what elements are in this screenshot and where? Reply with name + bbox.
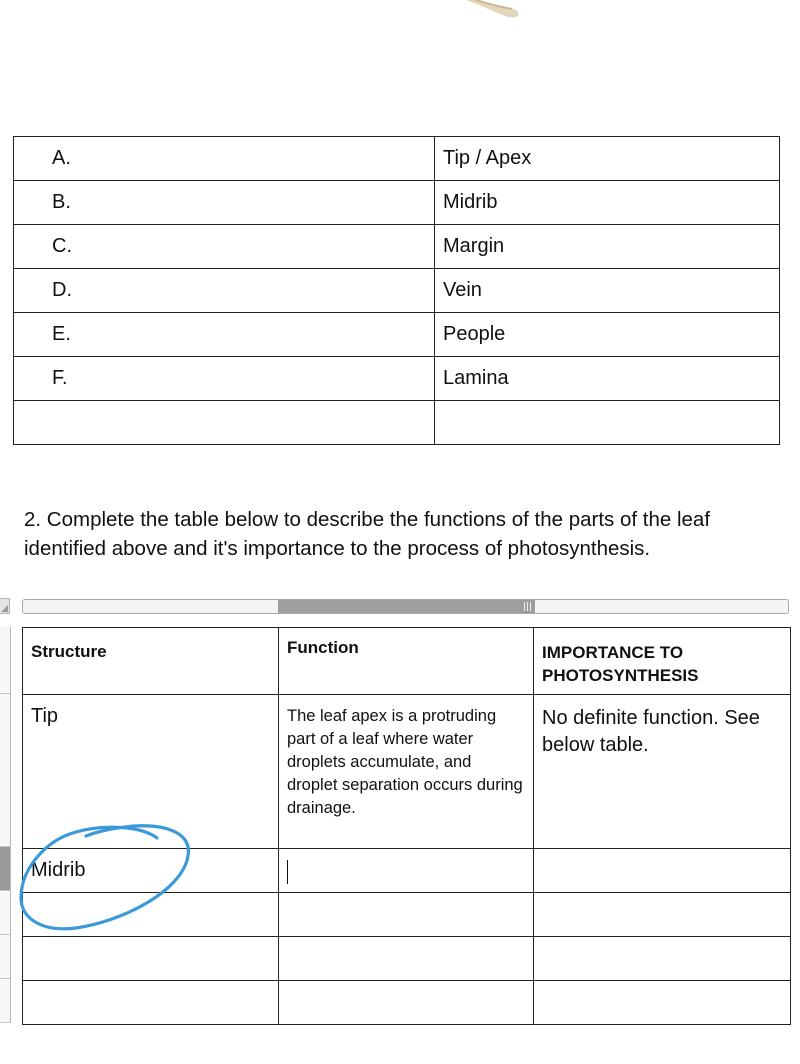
label-letter[interactable]: B. bbox=[14, 181, 435, 225]
header-structure[interactable]: Structure bbox=[23, 628, 279, 695]
importance-cell[interactable]: No definite function. See below table. bbox=[534, 695, 791, 849]
row-header[interactable] bbox=[0, 627, 11, 694]
leaf-parts-table bbox=[13, 136, 780, 445]
label-part[interactable]: Vein bbox=[435, 269, 780, 313]
scrollbar-thumb[interactable] bbox=[278, 600, 535, 613]
row-header[interactable] bbox=[0, 891, 11, 935]
scroll-grip-icon bbox=[524, 602, 531, 611]
table-row bbox=[23, 937, 791, 981]
row-header[interactable] bbox=[0, 694, 11, 847]
row-header[interactable] bbox=[0, 979, 11, 1023]
label-letter[interactable] bbox=[14, 401, 435, 445]
table-header-row bbox=[23, 628, 791, 695]
functions-table bbox=[22, 627, 791, 1025]
horizontal-scrollbar[interactable] bbox=[22, 599, 789, 614]
importance-cell[interactable] bbox=[534, 981, 791, 1025]
importance-cell[interactable] bbox=[534, 937, 791, 981]
table-row bbox=[14, 137, 780, 181]
label-part[interactable] bbox=[435, 401, 780, 445]
label-letter[interactable]: D. bbox=[14, 269, 435, 313]
label-part[interactable]: People bbox=[435, 313, 780, 357]
label-letter[interactable]: E. bbox=[14, 313, 435, 357]
question-text: 2. Complete the table below to describe the functions of the parts of the leaf identified above and it's importance to the process of photosynthesis. bbox=[24, 508, 711, 560]
structure-cell[interactable] bbox=[23, 893, 279, 937]
resize-corner-icon[interactable] bbox=[0, 598, 10, 614]
function-cell[interactable] bbox=[279, 893, 534, 937]
function-cell[interactable]: The leaf apex is a protruding part of a leaf where water droplets accumulate, and droplet separation occurs during drainage. bbox=[279, 695, 534, 849]
label-part[interactable]: Midrib bbox=[435, 181, 780, 225]
header-function[interactable]: Function bbox=[279, 628, 534, 695]
table-row bbox=[14, 313, 780, 357]
function-cell-active[interactable] bbox=[279, 849, 534, 893]
text-cursor bbox=[287, 860, 288, 884]
table-row bbox=[23, 849, 791, 893]
row-header[interactable] bbox=[0, 935, 11, 979]
function-cell[interactable] bbox=[279, 937, 534, 981]
function-cell[interactable] bbox=[279, 981, 534, 1025]
label-part[interactable]: Tip / Apex bbox=[435, 137, 780, 181]
row-header-selected[interactable] bbox=[0, 847, 11, 891]
table-row bbox=[23, 695, 791, 849]
table-row bbox=[14, 225, 780, 269]
table-row bbox=[23, 893, 791, 937]
structure-cell[interactable] bbox=[23, 937, 279, 981]
leaf-stem-fragment bbox=[460, 0, 540, 20]
table-row bbox=[14, 401, 780, 445]
table-row bbox=[23, 981, 791, 1025]
importance-cell[interactable] bbox=[534, 849, 791, 893]
header-importance[interactable]: IMPORTANCE TO PHOTOSYNTHESIS bbox=[534, 628, 791, 695]
row-headers bbox=[0, 627, 11, 1023]
label-part[interactable]: Margin bbox=[435, 225, 780, 269]
label-part[interactable]: Lamina bbox=[435, 357, 780, 401]
table-row bbox=[14, 181, 780, 225]
label-letter[interactable]: A. bbox=[14, 137, 435, 181]
structure-cell[interactable]: Tip bbox=[23, 695, 279, 849]
table-row bbox=[14, 357, 780, 401]
label-letter[interactable]: C. bbox=[14, 225, 435, 269]
structure-cell[interactable] bbox=[23, 981, 279, 1025]
label-letter[interactable]: F. bbox=[14, 357, 435, 401]
table-row bbox=[14, 269, 780, 313]
importance-cell[interactable] bbox=[534, 893, 791, 937]
structure-cell[interactable]: Midrib bbox=[23, 849, 279, 893]
